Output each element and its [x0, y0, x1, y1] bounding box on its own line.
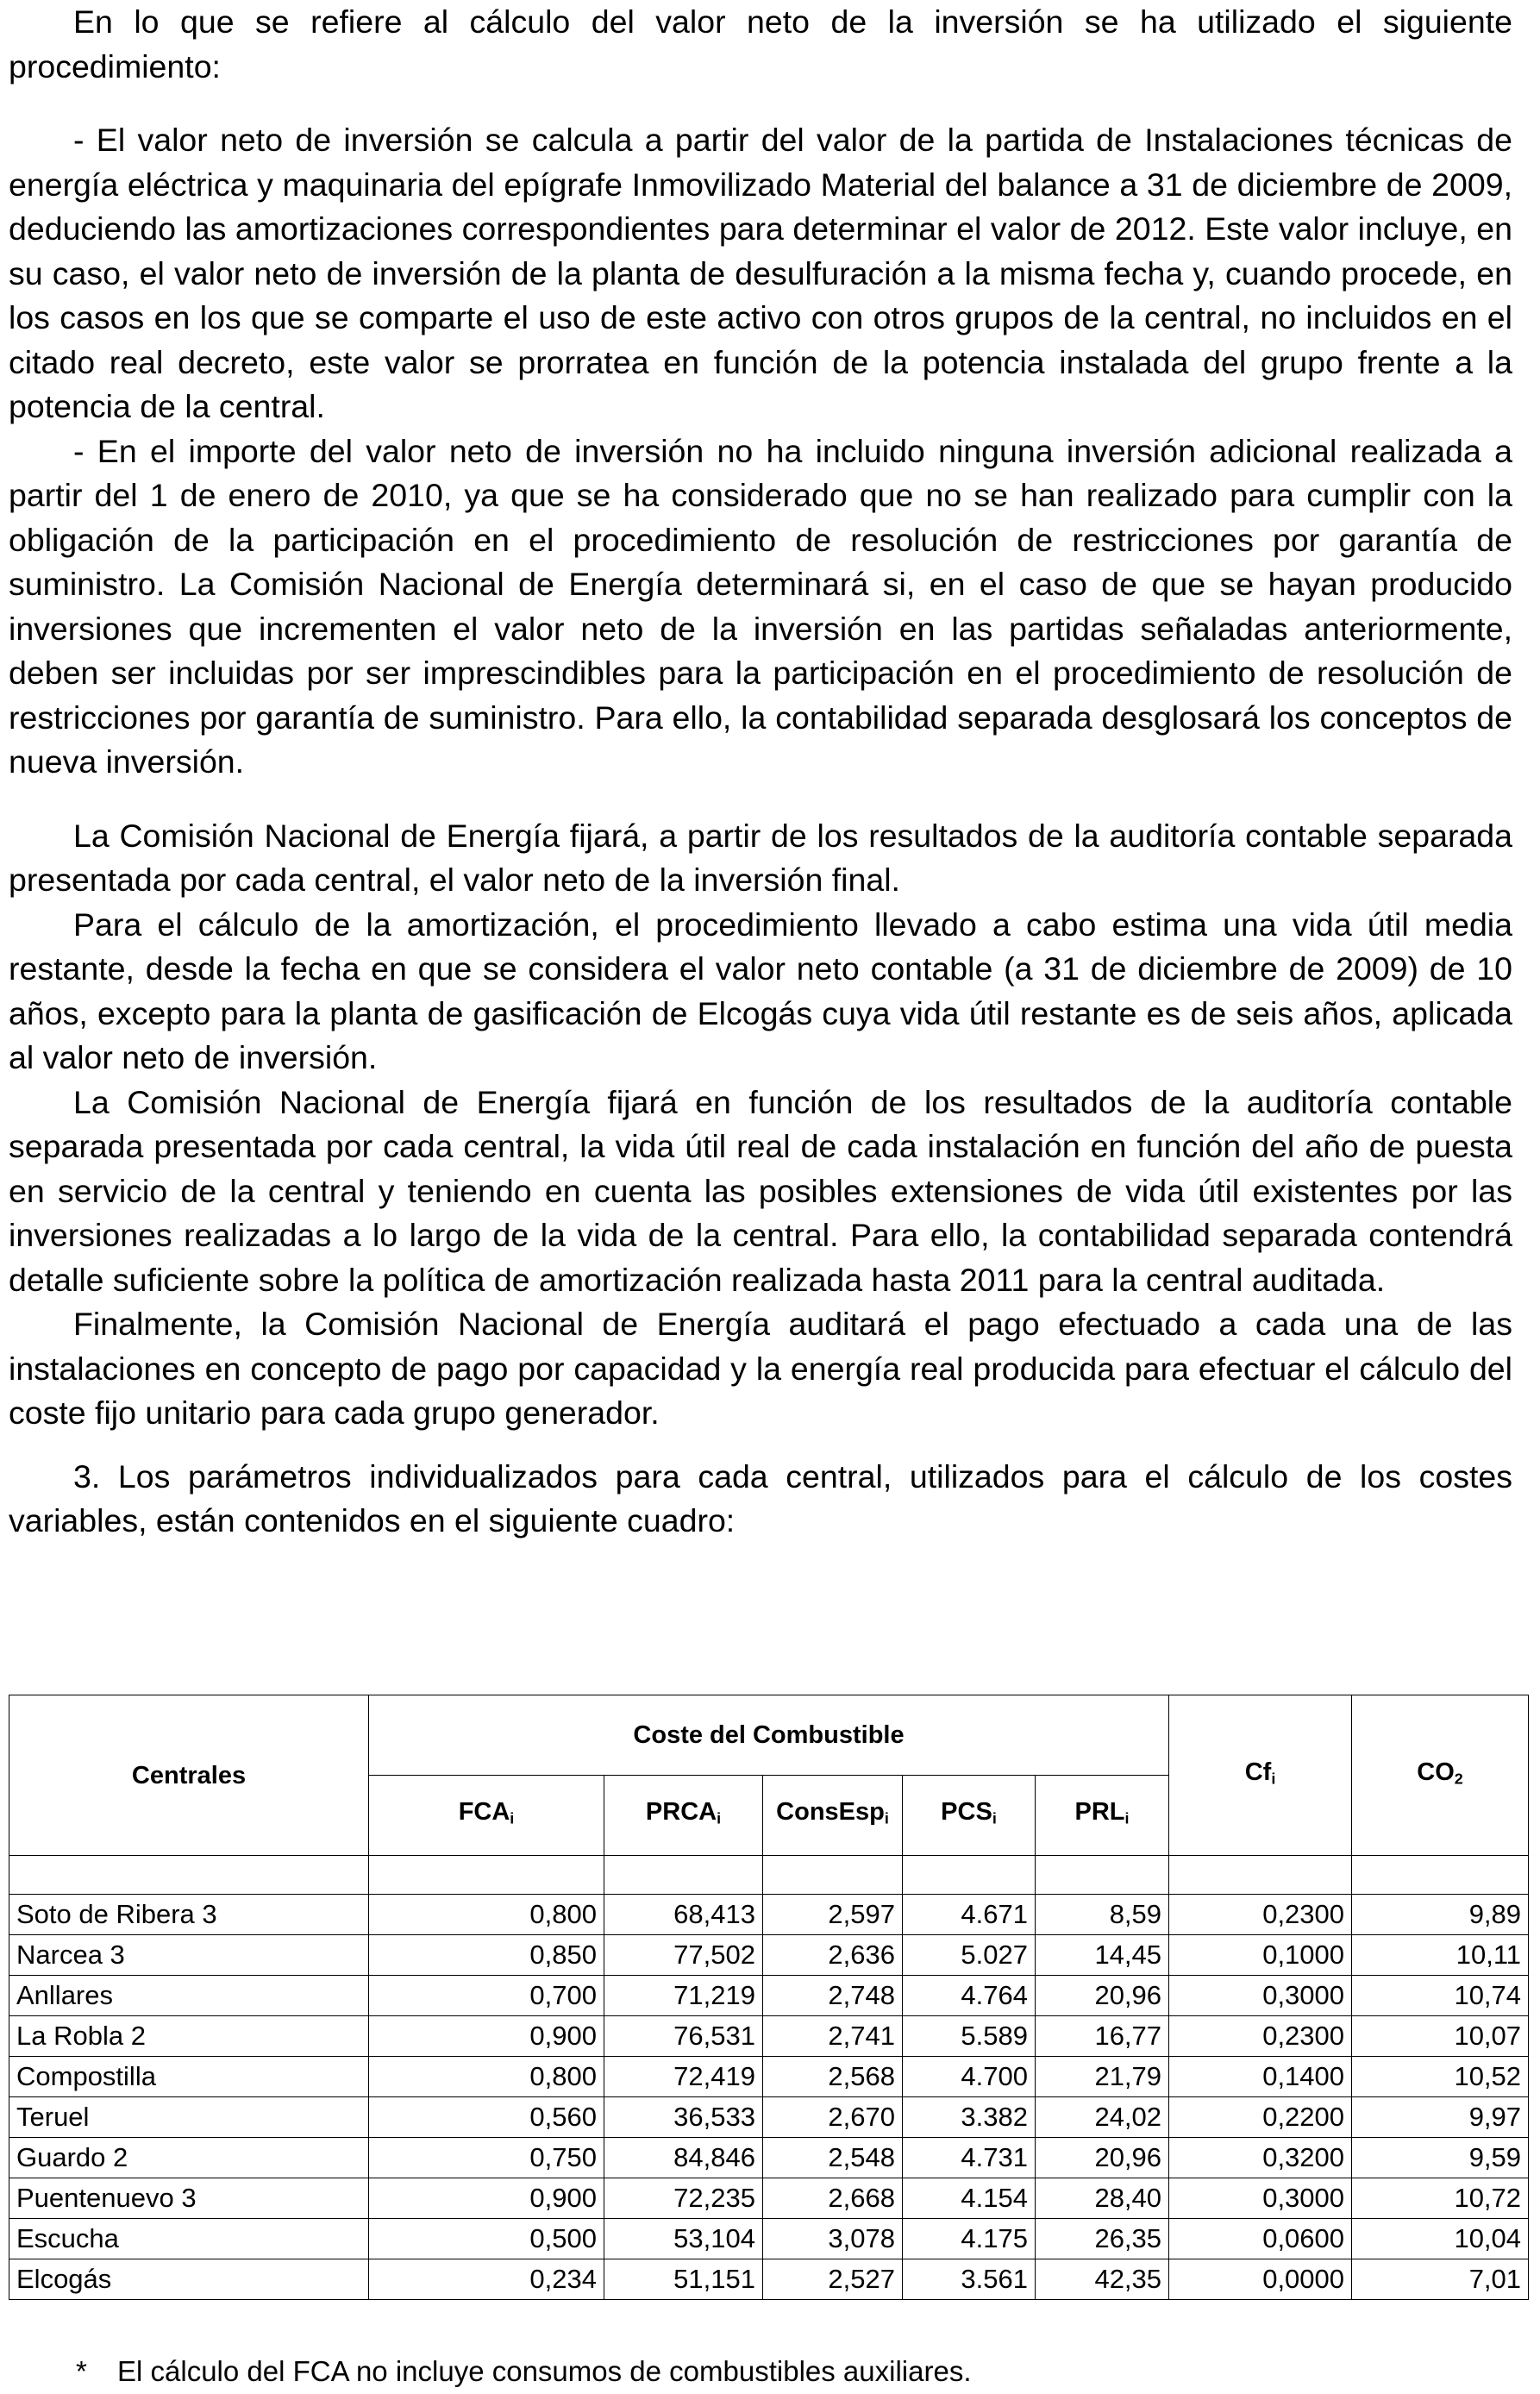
value-cell: 10,72 — [1352, 2178, 1529, 2219]
header-co2: $CO_2$ — [1352, 1695, 1529, 1856]
value-cell: 7,01 — [1352, 2259, 1529, 2300]
value-cell: 10,11 — [1352, 1935, 1529, 1976]
value-cell: 4.764 — [903, 1976, 1036, 2016]
value-cell: 2,741 — [763, 2016, 903, 2057]
value-cell: 21,79 — [1036, 2057, 1169, 2097]
paragraph-intro: En lo que se refiere al cálculo del valor neto de la inversión se ha utilizado el siguiente procedimiento: — [9, 3, 1512, 85]
value-cell: 2,668 — [763, 2178, 903, 2219]
paragraph-cne-final: La Comisión Nacional de Energía fijará, a partir de los resultados de la auditoría contable separada presentada por cada central, el valor neto de la inversión final. — [9, 817, 1512, 898]
spacer-cell — [604, 1856, 763, 1895]
value-cell: 5.027 — [903, 1935, 1036, 1976]
header-prl: $PRL_i$ — [1036, 1776, 1169, 1856]
value-cell: 9,97 — [1352, 2097, 1529, 2138]
header-prca: $PRCA_i$ — [604, 1776, 763, 1856]
paragraph-amortizacion: Para el cálculo de la amortización, el procedimiento llevado a cabo estima una vida útil media restante, desde la fecha en que se considera el valor neto contable (a 31 de diciembre de 2009) de 10 años, excepto para la planta de gasificación de Elcogás cuya vida útil restante es de seis años, aplicada al valor neto de inversión. — [9, 906, 1512, 1075]
central-name-cell: La Robla 2 — [9, 2016, 369, 2057]
value-cell: 3.561 — [903, 2259, 1036, 2300]
value-cell: 42,35 — [1036, 2259, 1169, 2300]
paragraph-bullet-1: - El valor neto de inversión se calcula a partir del valor de la partida de Instalaciones técnicas de energía eléctrica y maquinaria del epígrafe Inmovilizado Material del balance a 31 de diciembre de 2009, deduciendo las amortizaciones correspondientes para determinar el valor de 2012. Este valor incluye, en su caso, el valor neto de inversión de la planta de desulfuración a la misma fecha y, cuando procede, en los casos en los que se comparte el uso de este activo con otros grupos de la central, no incluidos en el citado real decreto, este valor se prorratea en función de la potencia instalada del grupo frente a la potencia de la central. — [9, 122, 1512, 424]
value-cell: 10,07 — [1352, 2016, 1529, 2057]
spacer-cell — [9, 1856, 369, 1895]
table-row — [9, 1895, 1529, 1935]
value-cell: 4.175 — [903, 2219, 1036, 2259]
central-name-cell: Guardo 2 — [9, 2138, 369, 2178]
value-cell: 10,04 — [1352, 2219, 1529, 2259]
value-cell: 77,502 — [604, 1935, 763, 1976]
table-row — [9, 2016, 1529, 2057]
value-cell: 0,1400 — [1169, 2057, 1352, 2097]
value-cell: 0,500 — [369, 2219, 604, 2259]
table-row — [9, 2097, 1529, 2138]
value-cell: 0,900 — [369, 2016, 604, 2057]
value-cell: 4.671 — [903, 1895, 1036, 1935]
value-cell: 53,104 — [604, 2219, 763, 2259]
value-cell: 4.154 — [903, 2178, 1036, 2219]
value-cell: 2,568 — [763, 2057, 903, 2097]
table-spacer-row — [9, 1856, 1529, 1895]
value-cell: 2,597 — [763, 1895, 903, 1935]
value-cell: 2,527 — [763, 2259, 903, 2300]
value-cell: 0,2300 — [1169, 1895, 1352, 1935]
value-cell: 26,35 — [1036, 2219, 1169, 2259]
value-cell: 0,800 — [369, 2057, 604, 2097]
value-cell: 2,748 — [763, 1976, 903, 2016]
value-cell: 0,2200 — [1169, 2097, 1352, 2138]
value-cell: 0,900 — [369, 2178, 604, 2219]
value-cell: 0,3000 — [1169, 2178, 1352, 2219]
value-cell: 20,96 — [1036, 1976, 1169, 2016]
paragraph-vida-util: La Comisión Nacional de Energía fijará en función de los resultados de la auditoría contable separada presentada por cada central, la vida útil real de cada instalación en función del año de puesta en servicio de la central y teniendo en cuenta las posibles extensiones de vida útil existentes por las inversiones realizadas a lo largo de la vida de la central. Para ello, la contabilidad separada contendrá detalle suficiente sobre la política de amortización realizada hasta 2011 para la central auditada. — [9, 1083, 1512, 1298]
central-name-cell: Anllares — [9, 1976, 369, 2016]
value-cell: 0,1000 — [1169, 1935, 1352, 1976]
value-cell: 72,419 — [604, 2057, 763, 2097]
value-cell: 36,533 — [604, 2097, 763, 2138]
spacer-cell — [1169, 1856, 1352, 1895]
table-row — [9, 2259, 1529, 2300]
value-cell: 84,846 — [604, 2138, 763, 2178]
parameters-table-container — [9, 1695, 1528, 2300]
value-cell: 24,02 — [1036, 2097, 1169, 2138]
value-cell: 9,59 — [1352, 2138, 1529, 2178]
value-cell: 0,3000 — [1169, 1976, 1352, 2016]
value-cell: 4.700 — [903, 2057, 1036, 2097]
header-centrales: Centrales — [9, 1695, 369, 1856]
central-name-cell: Soto de Ribera 3 — [9, 1895, 369, 1935]
footnote-asterisk: * — [76, 2355, 87, 2387]
value-cell: 72,235 — [604, 2178, 763, 2219]
central-name-cell: Narcea 3 — [9, 1935, 369, 1976]
value-cell: 0,800 — [369, 1895, 604, 1935]
spacer-cell — [1036, 1856, 1169, 1895]
value-cell: 2,670 — [763, 2097, 903, 2138]
spacer-cell — [903, 1856, 1036, 1895]
value-cell: 2,548 — [763, 2138, 903, 2178]
value-cell: 10,74 — [1352, 1976, 1529, 2016]
spacer-cell — [1352, 1856, 1529, 1895]
parameters-table — [9, 1695, 1529, 2300]
central-name-cell: Escucha — [9, 2219, 369, 2259]
value-cell: 20,96 — [1036, 2138, 1169, 2178]
header-fca: $FCA_i$ — [369, 1776, 604, 1856]
value-cell: 16,77 — [1036, 2016, 1169, 2057]
header-consesp: ConsEsp$_i$ — [763, 1776, 903, 1856]
central-name-cell: Elcogás — [9, 2259, 369, 2300]
table-row — [9, 2057, 1529, 2097]
header-coste-combustible: Coste del Combustible — [369, 1695, 1169, 1776]
central-name-cell: Puentenuevo 3 — [9, 2178, 369, 2219]
value-cell: 28,40 — [1036, 2178, 1169, 2219]
footnote-text: El cálculo del FCA no incluye consumos de combustibles auxiliares. — [117, 2355, 972, 2387]
value-cell: 0,560 — [369, 2097, 604, 2138]
value-cell: 0,3200 — [1169, 2138, 1352, 2178]
header-cf: $Cf_i$ — [1169, 1695, 1352, 1856]
value-cell: 14,45 — [1036, 1935, 1169, 1976]
table-header-row-1 — [9, 1695, 1529, 1776]
value-cell: 0,750 — [369, 2138, 604, 2178]
value-cell: 76,531 — [604, 2016, 763, 2057]
value-cell: 0,234 — [369, 2259, 604, 2300]
paragraph-finalmente: Finalmente, la Comisión Nacional de Energía auditará el pago efectuado a cada una de las instalaciones en concepto de pago por capacidad y la energía real producida para efectuar el cálculo del coste fijo unitario para cada grupo generador. — [9, 1306, 1512, 1431]
central-name-cell: Teruel — [9, 2097, 369, 2138]
central-name-cell: Compostilla — [9, 2057, 369, 2097]
value-cell: 0,850 — [369, 1935, 604, 1976]
value-cell: 10,52 — [1352, 2057, 1529, 2097]
value-cell: 68,413 — [604, 1895, 763, 1935]
value-cell: 0,700 — [369, 1976, 604, 2016]
spacer-cell — [763, 1856, 903, 1895]
header-pcs: $PCS_i$ — [903, 1776, 1036, 1856]
table-row — [9, 2178, 1529, 2219]
value-cell: 5.589 — [903, 2016, 1036, 2057]
value-cell: 3,078 — [763, 2219, 903, 2259]
table-footnote — [76, 2354, 971, 2389]
paragraph-bullet-2: - En el importe del valor neto de inversión no ha incluido ninguna inversión adicional realizada a partir del 1 de enero de 2010, ya que se ha considerado que no se han realizado para cumplir con la obligación de la participación en el procedimiento de resolución de restricciones por garantía de suministro. La Comisión Nacional de Energía determinará si, en el caso de que se hayan producido inversiones que incrementen el valor neto de la inversión en las partidas señaladas anteriormente, deben ser incluidas por ser imprescindibles para la participación en el procedimiento de resolución de restricciones por garantía de suministro. Para ello, la contabilidad separada desglosará los conceptos de nueva inversión. — [9, 432, 1512, 780]
value-cell: 8,59 — [1036, 1895, 1169, 1935]
paragraph-item-3: 3. Los parámetros individualizados para cada central, utilizados para el cálculo de los costes variables, están contenidos en el siguiente cuadro: — [9, 1457, 1512, 1539]
value-cell: 9,89 — [1352, 1895, 1529, 1935]
table-row — [9, 1935, 1529, 1976]
value-cell: 2,636 — [763, 1935, 903, 1976]
value-cell: 0,0600 — [1169, 2219, 1352, 2259]
document-body — [9, 0, 1512, 1544]
value-cell: 51,151 — [604, 2259, 763, 2300]
value-cell: 4.731 — [903, 2138, 1036, 2178]
value-cell: 3.382 — [903, 2097, 1036, 2138]
table-row — [9, 2219, 1529, 2259]
table-row — [9, 1976, 1529, 2016]
value-cell: 0,2300 — [1169, 2016, 1352, 2057]
value-cell: 71,219 — [604, 1976, 763, 2016]
table-row — [9, 2138, 1529, 2178]
spacer-cell — [369, 1856, 604, 1895]
value-cell: 0,0000 — [1169, 2259, 1352, 2300]
